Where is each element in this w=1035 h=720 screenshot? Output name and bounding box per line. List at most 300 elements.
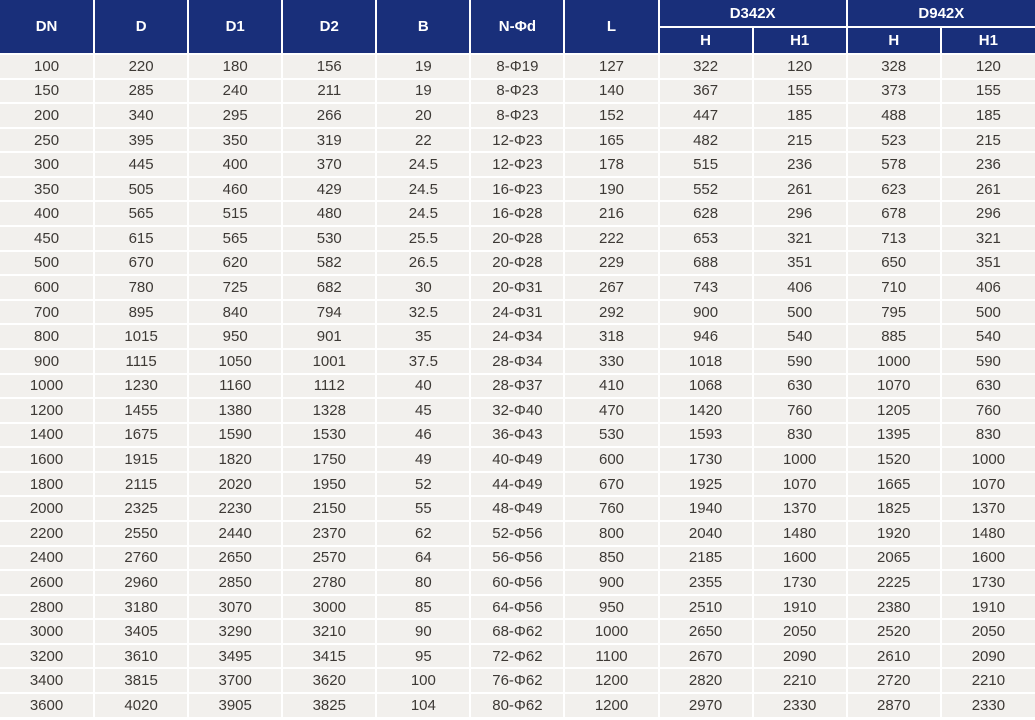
table-cell: 2115: [94, 472, 188, 497]
table-cell: 800: [564, 521, 658, 546]
table-cell: 1070: [753, 472, 847, 497]
table-row: [0, 496, 1035, 521]
table-cell: 700: [0, 300, 94, 325]
table-row: [0, 324, 1035, 349]
table-cell: 1200: [0, 398, 94, 423]
table-cell: 120: [753, 54, 847, 79]
table-cell: 1070: [847, 374, 941, 399]
table-cell: 8-Φ19: [470, 54, 564, 79]
col-header-d: D: [94, 0, 188, 54]
table-cell: 2040: [659, 521, 753, 546]
table-cell: 395: [94, 128, 188, 153]
table-cell: 68-Φ62: [470, 619, 564, 644]
table-cell: 552: [659, 177, 753, 202]
table-cell: 76-Φ62: [470, 668, 564, 693]
table-cell: 211: [282, 79, 376, 104]
table-cell: 1160: [188, 374, 282, 399]
table-cell: 1000: [564, 619, 658, 644]
table-row: [0, 619, 1035, 644]
table-cell: 2065: [847, 546, 941, 571]
table-cell: 3000: [0, 619, 94, 644]
table-cell: 2520: [847, 619, 941, 644]
table-cell: 60-Φ56: [470, 570, 564, 595]
table-cell: 236: [753, 152, 847, 177]
table-cell: 794: [282, 300, 376, 325]
table-cell: 2650: [188, 546, 282, 571]
table-cell: 30: [376, 275, 470, 300]
table-row: [0, 570, 1035, 595]
table-cell: 240: [188, 79, 282, 104]
table-cell: 460: [188, 177, 282, 202]
table-header: [0, 0, 1035, 54]
table-cell: 795: [847, 300, 941, 325]
table-cell: 216: [564, 201, 658, 226]
header-row-groups: [0, 0, 1035, 27]
table-cell: 1000: [847, 349, 941, 374]
table-cell: 1000: [941, 447, 1035, 472]
col-header-d342x-h: H: [659, 27, 753, 54]
table-cell: 406: [941, 275, 1035, 300]
table-cell: 24-Φ31: [470, 300, 564, 325]
table-cell: 2400: [0, 546, 94, 571]
table-cell: 946: [659, 324, 753, 349]
table-cell: 296: [753, 201, 847, 226]
table-cell: 8-Φ23: [470, 103, 564, 128]
table-cell: 2370: [282, 521, 376, 546]
table-cell: 2150: [282, 496, 376, 521]
table-cell: 2670: [659, 644, 753, 669]
table-cell: 1200: [564, 668, 658, 693]
table-cell: 80: [376, 570, 470, 595]
table-cell: 2780: [282, 570, 376, 595]
table-cell: 620: [188, 251, 282, 276]
table-cell: 1593: [659, 423, 753, 448]
table-cell: 2550: [94, 521, 188, 546]
table-cell: 24.5: [376, 152, 470, 177]
table-cell: 2600: [0, 570, 94, 595]
table-cell: 52: [376, 472, 470, 497]
table-cell: 367: [659, 79, 753, 104]
table-cell: 40: [376, 374, 470, 399]
table-cell: 600: [564, 447, 658, 472]
table-cell: 90: [376, 619, 470, 644]
table-cell: 3600: [0, 693, 94, 718]
table-cell: 3000: [282, 595, 376, 620]
table-cell: 12-Φ23: [470, 128, 564, 153]
table-cell: 100: [0, 54, 94, 79]
table-cell: 2570: [282, 546, 376, 571]
table-cell: 3905: [188, 693, 282, 718]
table-cell: 2355: [659, 570, 753, 595]
table-cell: 300: [0, 152, 94, 177]
table-cell: 2200: [0, 521, 94, 546]
table-cell: 3415: [282, 644, 376, 669]
table-cell: 318: [564, 324, 658, 349]
table-cell: 1230: [94, 374, 188, 399]
table-cell: 445: [94, 152, 188, 177]
table-cell: 2820: [659, 668, 753, 693]
table-cell: 62: [376, 521, 470, 546]
table-cell: 321: [753, 226, 847, 251]
table-cell: 1600: [0, 447, 94, 472]
col-header-d1: D1: [188, 0, 282, 54]
table-cell: 780: [94, 275, 188, 300]
col-header-dn: DN: [0, 0, 94, 54]
table-cell: 670: [564, 472, 658, 497]
table-row: [0, 54, 1035, 79]
table-cell: 20-Φ31: [470, 275, 564, 300]
table-cell: 1520: [847, 447, 941, 472]
table-cell: 3210: [282, 619, 376, 644]
table-cell: 1730: [659, 447, 753, 472]
table-cell: 44-Φ49: [470, 472, 564, 497]
table-cell: 2090: [941, 644, 1035, 669]
table-cell: 600: [0, 275, 94, 300]
table-row: [0, 226, 1035, 251]
table-cell: 2225: [847, 570, 941, 595]
table-cell: 760: [564, 496, 658, 521]
table-cell: 1600: [941, 546, 1035, 571]
table-cell: 900: [659, 300, 753, 325]
table-cell: 215: [941, 128, 1035, 153]
table-cell: 590: [941, 349, 1035, 374]
table-cell: 1730: [941, 570, 1035, 595]
table-cell: 1070: [941, 472, 1035, 497]
table-cell: 400: [0, 201, 94, 226]
table-cell: 540: [941, 324, 1035, 349]
table-cell: 2020: [188, 472, 282, 497]
table-cell: 3620: [282, 668, 376, 693]
table-cell: 185: [753, 103, 847, 128]
table-cell: 628: [659, 201, 753, 226]
table-cell: 530: [564, 423, 658, 448]
table-cell: 20-Φ28: [470, 226, 564, 251]
table-cell: 650: [847, 251, 941, 276]
table-row: [0, 128, 1035, 153]
table-cell: 19: [376, 79, 470, 104]
table-cell: 2760: [94, 546, 188, 571]
table-cell: 2970: [659, 693, 753, 718]
table-cell: 37.5: [376, 349, 470, 374]
table-cell: 215: [753, 128, 847, 153]
table-cell: 653: [659, 226, 753, 251]
table-cell: 515: [659, 152, 753, 177]
table-cell: 500: [0, 251, 94, 276]
table-cell: 1800: [0, 472, 94, 497]
table-cell: 482: [659, 128, 753, 153]
table-cell: 40-Φ49: [470, 447, 564, 472]
table-cell: 1665: [847, 472, 941, 497]
table-row: [0, 349, 1035, 374]
table-cell: 1112: [282, 374, 376, 399]
table-cell: 3815: [94, 668, 188, 693]
table-row: [0, 79, 1035, 104]
table-cell: 351: [941, 251, 1035, 276]
col-header-b: B: [376, 0, 470, 54]
table-cell: 185: [941, 103, 1035, 128]
table-cell: 8-Φ23: [470, 79, 564, 104]
table-cell: 1205: [847, 398, 941, 423]
table-cell: 2050: [753, 619, 847, 644]
table-cell: 500: [753, 300, 847, 325]
table-cell: 950: [564, 595, 658, 620]
table-cell: 2330: [941, 693, 1035, 718]
table-cell: 351: [753, 251, 847, 276]
table-cell: 2230: [188, 496, 282, 521]
table-cell: 950: [188, 324, 282, 349]
table-cell: 250: [0, 128, 94, 153]
table-cell: 2650: [659, 619, 753, 644]
table-cell: 19: [376, 54, 470, 79]
table-cell: 16-Φ28: [470, 201, 564, 226]
table-cell: 180: [188, 54, 282, 79]
table-cell: 1730: [753, 570, 847, 595]
table-row: [0, 152, 1035, 177]
table-cell: 1825: [847, 496, 941, 521]
table-cell: 590: [753, 349, 847, 374]
table-cell: 1910: [941, 595, 1035, 620]
table-cell: 100: [376, 668, 470, 693]
table-cell: 3070: [188, 595, 282, 620]
table-cell: 229: [564, 251, 658, 276]
table-cell: 840: [188, 300, 282, 325]
table-cell: 1050: [188, 349, 282, 374]
table-cell: 1068: [659, 374, 753, 399]
table-cell: 95: [376, 644, 470, 669]
table-cell: 35: [376, 324, 470, 349]
table-cell: 32.5: [376, 300, 470, 325]
table-cell: 2960: [94, 570, 188, 595]
table-cell: 678: [847, 201, 941, 226]
table-cell: 152: [564, 103, 658, 128]
table-cell: 515: [188, 201, 282, 226]
table-cell: 630: [753, 374, 847, 399]
table-body: [0, 54, 1035, 718]
table-cell: 24-Φ34: [470, 324, 564, 349]
table-cell: 2330: [753, 693, 847, 718]
table-cell: 2800: [0, 595, 94, 620]
table-cell: 2325: [94, 496, 188, 521]
table-row: [0, 398, 1035, 423]
table-cell: 850: [564, 546, 658, 571]
table-cell: 52-Φ56: [470, 521, 564, 546]
table-cell: 540: [753, 324, 847, 349]
table-cell: 2050: [941, 619, 1035, 644]
table-cell: 28-Φ34: [470, 349, 564, 374]
table-cell: 470: [564, 398, 658, 423]
table-cell: 1018: [659, 349, 753, 374]
table-cell: 830: [753, 423, 847, 448]
table-cell: 582: [282, 251, 376, 276]
table-cell: 3405: [94, 619, 188, 644]
table-cell: 24.5: [376, 201, 470, 226]
table-row: [0, 103, 1035, 128]
table-cell: 36-Φ43: [470, 423, 564, 448]
col-header-d942x-h1: H1: [941, 27, 1035, 54]
table-row: [0, 595, 1035, 620]
table-cell: 26.5: [376, 251, 470, 276]
table-cell: 267: [564, 275, 658, 300]
table-cell: 2380: [847, 595, 941, 620]
table-cell: 295: [188, 103, 282, 128]
table-cell: 1480: [753, 521, 847, 546]
table-cell: 2210: [941, 668, 1035, 693]
table-cell: 447: [659, 103, 753, 128]
table-cell: 1400: [0, 423, 94, 448]
table-cell: 261: [753, 177, 847, 202]
table-cell: 120: [941, 54, 1035, 79]
table-cell: 178: [564, 152, 658, 177]
table-cell: 2210: [753, 668, 847, 693]
table-cell: 140: [564, 79, 658, 104]
table-cell: 3400: [0, 668, 94, 693]
table-row: [0, 275, 1035, 300]
table-cell: 266: [282, 103, 376, 128]
table-cell: 1950: [282, 472, 376, 497]
table-cell: 20-Φ28: [470, 251, 564, 276]
table-cell: 200: [0, 103, 94, 128]
table-cell: 505: [94, 177, 188, 202]
table-cell: 2870: [847, 693, 941, 718]
table-cell: 3180: [94, 595, 188, 620]
table-row: [0, 423, 1035, 448]
table-row: [0, 668, 1035, 693]
table-cell: 1200: [564, 693, 658, 718]
table-cell: 488: [847, 103, 941, 128]
col-header-n-phi-d: N-Φd: [470, 0, 564, 54]
table-cell: 885: [847, 324, 941, 349]
table-cell: 1480: [941, 521, 1035, 546]
table-cell: 2185: [659, 546, 753, 571]
table-row: [0, 472, 1035, 497]
table-cell: 3825: [282, 693, 376, 718]
table-cell: 155: [941, 79, 1035, 104]
col-group-d942x: D942X: [847, 0, 1035, 27]
table-cell: 682: [282, 275, 376, 300]
table-cell: 165: [564, 128, 658, 153]
table-cell: 322: [659, 54, 753, 79]
table-cell: 45: [376, 398, 470, 423]
table-cell: 800: [0, 324, 94, 349]
table-cell: 350: [0, 177, 94, 202]
table-cell: 1915: [94, 447, 188, 472]
table-cell: 16-Φ23: [470, 177, 564, 202]
table-cell: 1100: [564, 644, 658, 669]
table-cell: 3495: [188, 644, 282, 669]
table-cell: 500: [941, 300, 1035, 325]
table-cell: 321: [941, 226, 1035, 251]
table-cell: 1370: [941, 496, 1035, 521]
table-cell: 900: [0, 349, 94, 374]
table-cell: 530: [282, 226, 376, 251]
table-cell: 85: [376, 595, 470, 620]
table-cell: 623: [847, 177, 941, 202]
table-cell: 713: [847, 226, 941, 251]
table-cell: 1420: [659, 398, 753, 423]
table-cell: 1940: [659, 496, 753, 521]
table-cell: 2850: [188, 570, 282, 595]
table-cell: 688: [659, 251, 753, 276]
table-cell: 64: [376, 546, 470, 571]
table-cell: 296: [941, 201, 1035, 226]
table-cell: 1750: [282, 447, 376, 472]
table-cell: 1000: [0, 374, 94, 399]
table-cell: 150: [0, 79, 94, 104]
table-cell: 328: [847, 54, 941, 79]
table-cell: 64-Φ56: [470, 595, 564, 620]
table-cell: 370: [282, 152, 376, 177]
table-cell: 2000: [0, 496, 94, 521]
table-cell: 25.5: [376, 226, 470, 251]
table-row: [0, 447, 1035, 472]
table-cell: 156: [282, 54, 376, 79]
table-cell: 3290: [188, 619, 282, 644]
col-header-l: L: [564, 0, 658, 54]
table-cell: 710: [847, 275, 941, 300]
table-cell: 760: [753, 398, 847, 423]
table-cell: 1115: [94, 349, 188, 374]
table-cell: 2720: [847, 668, 941, 693]
table-cell: 222: [564, 226, 658, 251]
table-row: [0, 374, 1035, 399]
table-cell: 12-Φ23: [470, 152, 564, 177]
table-cell: 429: [282, 177, 376, 202]
table-row: [0, 693, 1035, 718]
table-cell: 1380: [188, 398, 282, 423]
table-cell: 350: [188, 128, 282, 153]
table-cell: 450: [0, 226, 94, 251]
table-row: [0, 644, 1035, 669]
table-cell: 1600: [753, 546, 847, 571]
table-cell: 830: [941, 423, 1035, 448]
table-cell: 3610: [94, 644, 188, 669]
table-cell: 20: [376, 103, 470, 128]
table-cell: 1920: [847, 521, 941, 546]
table-cell: 1000: [753, 447, 847, 472]
table-row: [0, 177, 1035, 202]
table-cell: 1925: [659, 472, 753, 497]
col-header-d942x-h: H: [847, 27, 941, 54]
table-cell: 760: [941, 398, 1035, 423]
table-cell: 292: [564, 300, 658, 325]
table-cell: 2440: [188, 521, 282, 546]
table-cell: 330: [564, 349, 658, 374]
table-cell: 48-Φ49: [470, 496, 564, 521]
table-cell: 400: [188, 152, 282, 177]
table-cell: 220: [94, 54, 188, 79]
table-cell: 1455: [94, 398, 188, 423]
table-cell: 578: [847, 152, 941, 177]
table-cell: 236: [941, 152, 1035, 177]
table-cell: 340: [94, 103, 188, 128]
col-group-d342x: D342X: [659, 0, 847, 27]
table-cell: 523: [847, 128, 941, 153]
table-row: [0, 251, 1035, 276]
table-cell: 3700: [188, 668, 282, 693]
table-cell: 406: [753, 275, 847, 300]
table-row: [0, 521, 1035, 546]
table-cell: 565: [188, 226, 282, 251]
table-cell: 373: [847, 79, 941, 104]
table-cell: 46: [376, 423, 470, 448]
table-cell: 743: [659, 275, 753, 300]
table-row: [0, 546, 1035, 571]
table-cell: 901: [282, 324, 376, 349]
table-cell: 725: [188, 275, 282, 300]
table-cell: 1910: [753, 595, 847, 620]
table-cell: 1590: [188, 423, 282, 448]
table-cell: 55: [376, 496, 470, 521]
